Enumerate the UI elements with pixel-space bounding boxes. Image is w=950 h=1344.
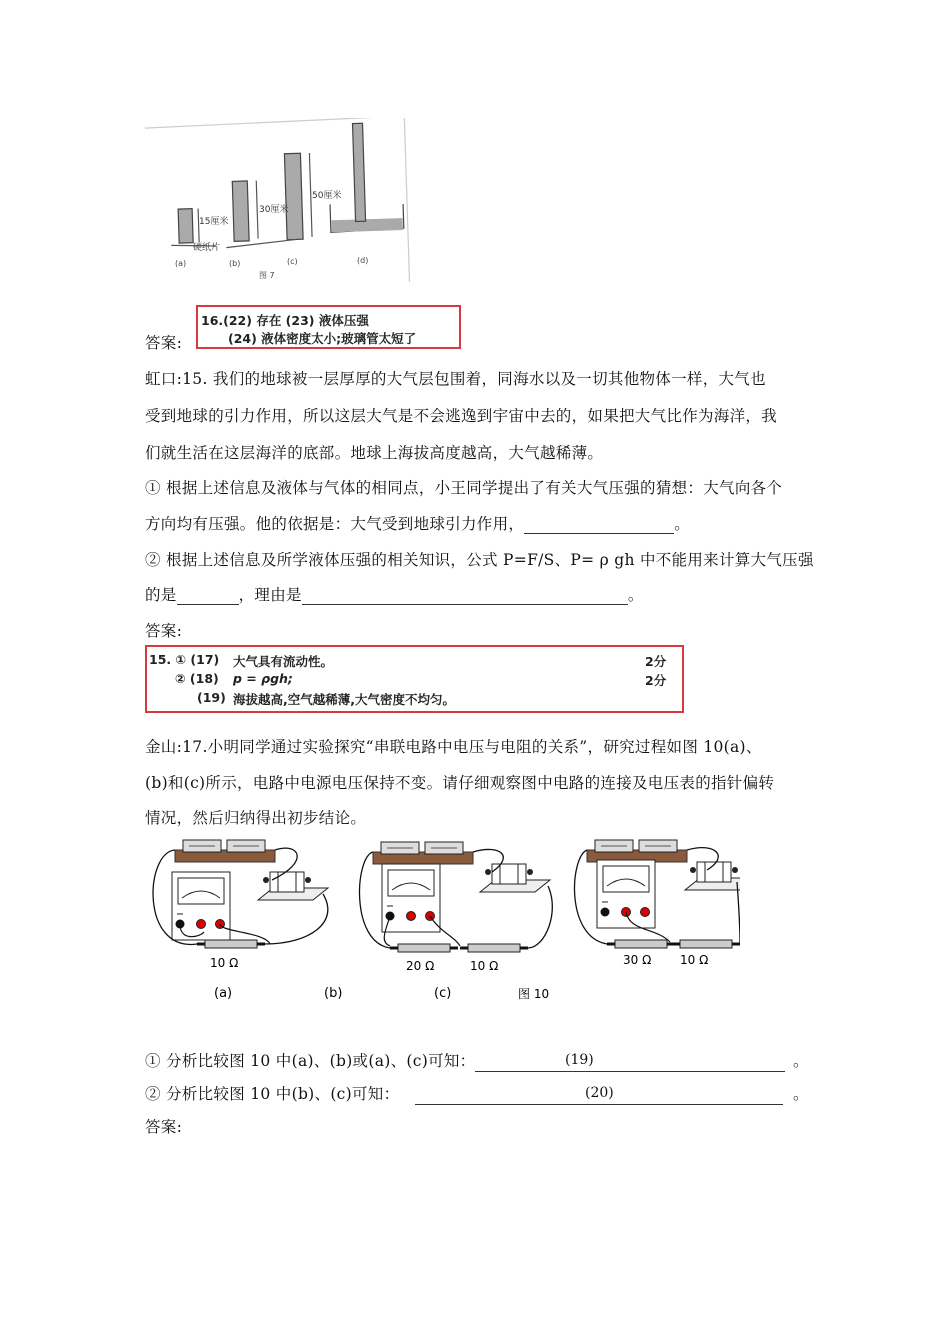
- answer15-r3-num: (19): [197, 690, 226, 705]
- q15-line4: ① 根据上述信息及液体与气体的相同点，小王同学提出了有关大气压强的猜想：大气向各个: [145, 479, 783, 497]
- figure-7: [145, 118, 410, 290]
- q15-line5: [145, 514, 690, 534]
- q15-line7-a: 的是: [145, 586, 177, 604]
- q15-line7-b: ，理由是: [238, 586, 302, 604]
- fig10-caption: 图 10: [518, 987, 550, 1001]
- figure-10: [140, 832, 740, 1012]
- q17-blank1[interactable]: [475, 1051, 785, 1072]
- q15-line3: 们就生活在这层海洋的底部。地球上海拔高度越高，大气越稀薄。: [145, 444, 604, 462]
- q17-line3: 情况，然后归纳得出初步结论。: [145, 809, 367, 827]
- q15-blank3[interactable]: [302, 587, 628, 605]
- q15-line6: ② 根据上述信息及所学液体压强的相关知识，公式 P=F/S、P= ρ gh 中不能用来计算大气压强: [145, 551, 814, 569]
- q15-line7-c: 。: [627, 586, 644, 604]
- fig10-c-r2: 10 Ω: [680, 953, 709, 967]
- answer-label-16: 答案:: [145, 334, 183, 352]
- answer15-r3-text: 海拔越高,空气越稀薄,大气密度不均匀。: [233, 692, 455, 707]
- fig10-b-r2: 10 Ω: [470, 959, 499, 973]
- fig7-label-a: (a): [175, 259, 187, 268]
- q15-blank1[interactable]: [524, 516, 674, 534]
- q15-line7: [145, 585, 644, 605]
- fig10-c-r1: 30 Ω: [623, 953, 652, 967]
- q17-item2: [145, 1084, 399, 1104]
- fig7-label-card: 硬纸片: [193, 243, 221, 253]
- q15-line1: 虹口:15. 我们的地球被一层厚厚的大气层包围着，同海水以及一切其他物体一样，大气也: [145, 370, 766, 388]
- fig7-label-b: (b): [229, 259, 241, 268]
- answer-box-15: [145, 645, 684, 713]
- answer15-r1-score: 2分: [645, 654, 667, 669]
- fig10-b-r1: 20 Ω: [406, 959, 435, 973]
- answer-label-15: 答案:: [145, 622, 183, 640]
- q17-item1: [145, 1051, 475, 1071]
- q17-line2: (b)和(c)所示，电路中电源电压保持不变。请仔细观察图中电路的连接及电压表的指针偏转: [145, 774, 775, 792]
- fig7-label-a-height: 15厘米: [199, 217, 229, 227]
- answer-box-16: [196, 305, 461, 349]
- fig10-label-b: (b): [324, 986, 343, 1001]
- q15-line2: 受到地球的引力作用，所以这层大气是不会逃逸到宇宙中去的，如果把大气比作为海洋，我: [145, 407, 778, 425]
- answer15-r2-text: p = ρgh;: [233, 671, 293, 686]
- answer16-line2: (24) 液体密度太小;玻璃管太短了: [228, 331, 417, 346]
- q15-line5-end: 。: [674, 515, 691, 533]
- q17-blank1-label: (19): [565, 1052, 594, 1068]
- q17-line1: 金山:17.小明同学通过实验探究“串联电路中电压与电阻的关系”，研究过程如图 10(a)、: [145, 738, 762, 756]
- fig7-label-c-height: 50厘米: [312, 191, 342, 201]
- q17-blank2-label: (20): [585, 1085, 614, 1101]
- fig7-label-d: (d): [357, 256, 369, 265]
- answer16-line1: 16.(22) 存在 (23) 液体压强: [201, 313, 369, 328]
- fig7-label-b-height: 30厘米: [259, 205, 289, 215]
- answer15-r2-score: 2分: [645, 673, 667, 688]
- q15-line5-text: 方向均有压强。他的依据是：大气受到地球引力作用，: [145, 515, 525, 533]
- answer15-r1-text: 大气具有流动性。: [233, 654, 334, 669]
- figure-7-drawing: [145, 118, 410, 290]
- q17-item2-end: 。: [793, 1085, 809, 1103]
- answer15-r2-num: ② (18): [175, 671, 219, 686]
- q15-blank2[interactable]: [177, 587, 239, 605]
- q17-item1-end: 。: [793, 1052, 809, 1070]
- fig10-label-c: (c): [434, 986, 452, 1001]
- figure-10-drawing: [140, 832, 740, 1012]
- answer-label-17: 答案:: [145, 1118, 183, 1136]
- q17-item1-text: ① 分析比较图 10 中(a)、(b)或(a)、(c)可知：: [145, 1052, 476, 1070]
- fig7-caption: 图 7: [259, 271, 275, 280]
- q17-blank2[interactable]: [415, 1084, 783, 1105]
- fig7-label-c: (c): [287, 257, 298, 266]
- fig10-label-a: (a): [214, 986, 233, 1001]
- q17-item2-text: ② 分析比较图 10 中(b)、(c)可知：: [145, 1085, 400, 1103]
- answer15-r1-num: 15. ① (17): [149, 652, 220, 667]
- fig10-a-r1: 10 Ω: [210, 956, 239, 970]
